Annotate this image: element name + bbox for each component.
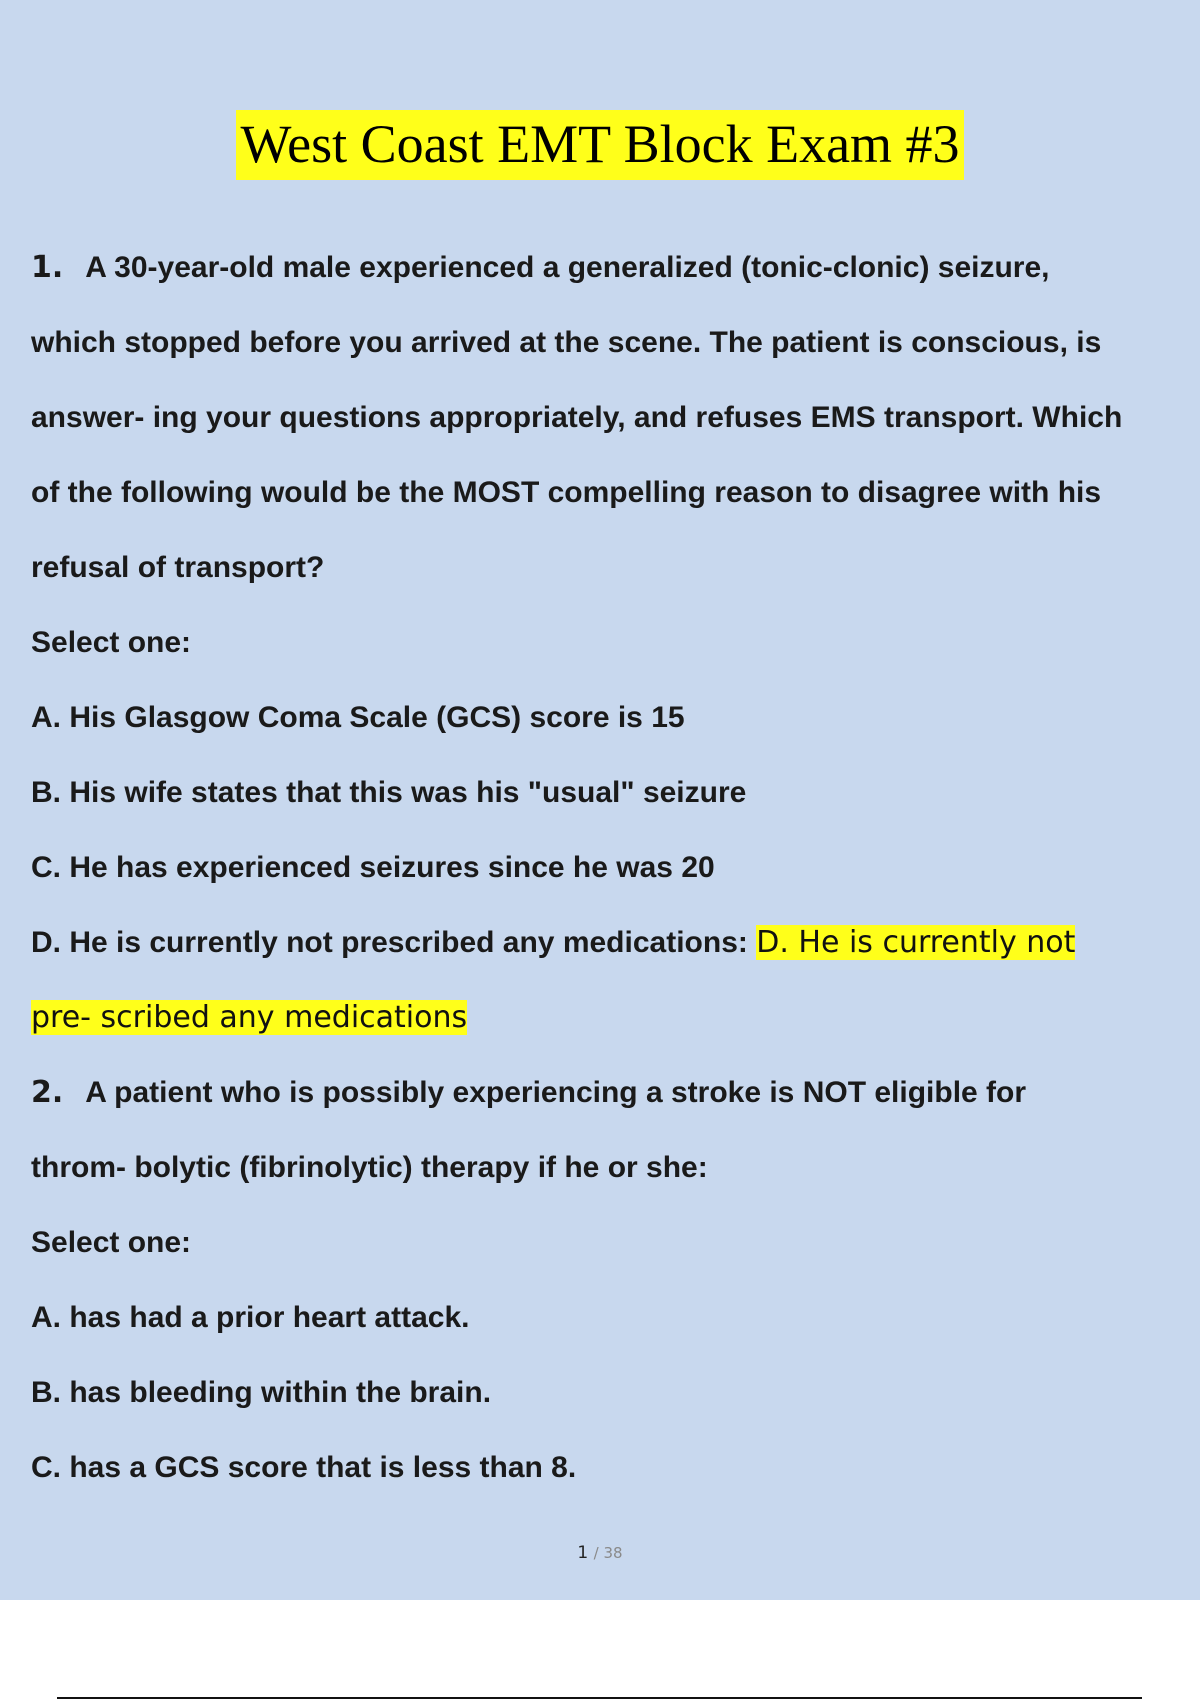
question-2-line-2: throm- bolytic (fibrinolytic) therapy if he or she: [31,1151,708,1184]
page-current: 1 [577,1543,589,1563]
question-1-option-a: A. His Glasgow Coma Scale (GCS) score is 15 [31,701,685,734]
page-indicator [0,1543,1200,1563]
page-total: / 38 [593,1544,623,1562]
question-1-select-label: Select one: [31,626,192,659]
question-1-option-b: B. His wife states that this was his "usual" seizure [31,776,747,809]
question-1-answer-line-2 [31,995,1200,1070]
question-2-text-line [31,1070,1200,1145]
question-1-answer-highlight-2: pre- scribed any medications [31,1000,468,1035]
question-1-line-4: of the following would be the MOST compelling reason to disagree with his [31,476,1102,509]
question-1-option-c: C. He has experienced seizures since he was 20 [31,851,715,884]
question-1-text-line [31,245,1200,320]
question-2-option-b: B. has bleeding within the brain. [31,1376,492,1409]
document-title: West Coast EMT Block Exam #3 [236,110,963,180]
question-1-line-2: which stopped before you arrived at the scene. The patient is conscious, is [31,326,1102,359]
question-list [31,245,1200,1520]
question-2-option-c: C. has a GCS score that is less than 8. [31,1451,577,1484]
question-1-line-3: answer- ing your questions appropriately, and refuses EMS transport. Which [31,401,1123,434]
page-divider [57,1697,1142,1699]
question-1-answer-highlight-1: D. He is currently not [756,925,1076,960]
question-1-line-5: refusal of transport? [31,551,325,584]
question-2-option-a: A. has had a prior heart attack. [31,1301,470,1334]
title-container [0,110,1200,180]
question-2-select-label: Select one: [31,1226,192,1259]
question-1-option-d: D. He is currently not prescribed any medications: [31,926,748,959]
question-1-line-1: A 30-year-old male experienced a generalized (tonic-clonic) seizure, [85,251,1050,284]
question-1-number: 1. [31,250,64,285]
question-2-line-1: A patient who is possibly experiencing a stroke is NOT eligible for [85,1076,1027,1109]
question-1-option-d-line [31,920,1200,995]
question-2-number: 2. [31,1075,64,1110]
